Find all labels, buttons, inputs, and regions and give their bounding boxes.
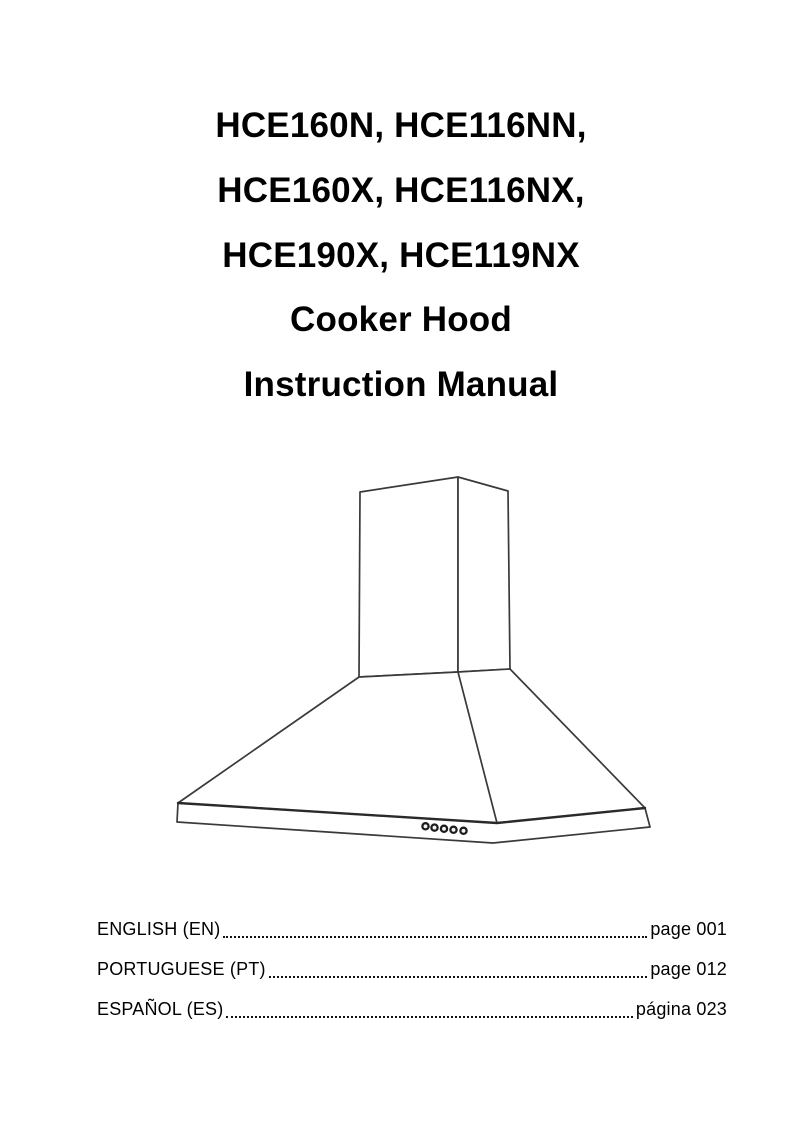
chimney-duct bbox=[359, 477, 510, 677]
control-button bbox=[422, 823, 428, 829]
table-of-contents bbox=[97, 909, 727, 1029]
chimney-side-face bbox=[458, 477, 510, 672]
model-numbers-line-1: HCE160N, HCE116NN, bbox=[215, 106, 587, 145]
toc-language-label: ENGLISH (EN) bbox=[97, 919, 221, 939]
toc-entry-english bbox=[97, 909, 727, 949]
toc-page-number: página 023 bbox=[635, 999, 727, 1019]
control-button bbox=[450, 827, 456, 833]
chimney-front-face bbox=[359, 477, 458, 677]
toc-dot-leader bbox=[269, 976, 648, 978]
control-button bbox=[460, 828, 466, 834]
control-button bbox=[431, 825, 437, 831]
hood-canopy bbox=[178, 669, 645, 823]
toc-entry-spanish bbox=[97, 989, 727, 1029]
toc-dot-leader bbox=[226, 1016, 632, 1018]
control-button bbox=[441, 826, 447, 832]
toc-entry-portuguese bbox=[97, 949, 727, 989]
toc-dot-leader bbox=[223, 936, 647, 938]
product-name: Cooker Hood bbox=[290, 300, 512, 340]
model-numbers-line-2: HCE160X, HCE116NX, bbox=[217, 170, 585, 210]
toc-language-label: ESPAÑOL (ES) bbox=[97, 999, 224, 1019]
toc-page-number: page 001 bbox=[650, 919, 727, 939]
document-title: Instruction Manual bbox=[243, 365, 559, 405]
model-numbers-line-3: HCE190X, HCE119NX bbox=[222, 235, 580, 275]
toc-language-label: PORTUGUESE (PT) bbox=[97, 959, 266, 979]
canopy-body bbox=[178, 669, 645, 823]
toc-page-number: page 012 bbox=[650, 959, 727, 979]
